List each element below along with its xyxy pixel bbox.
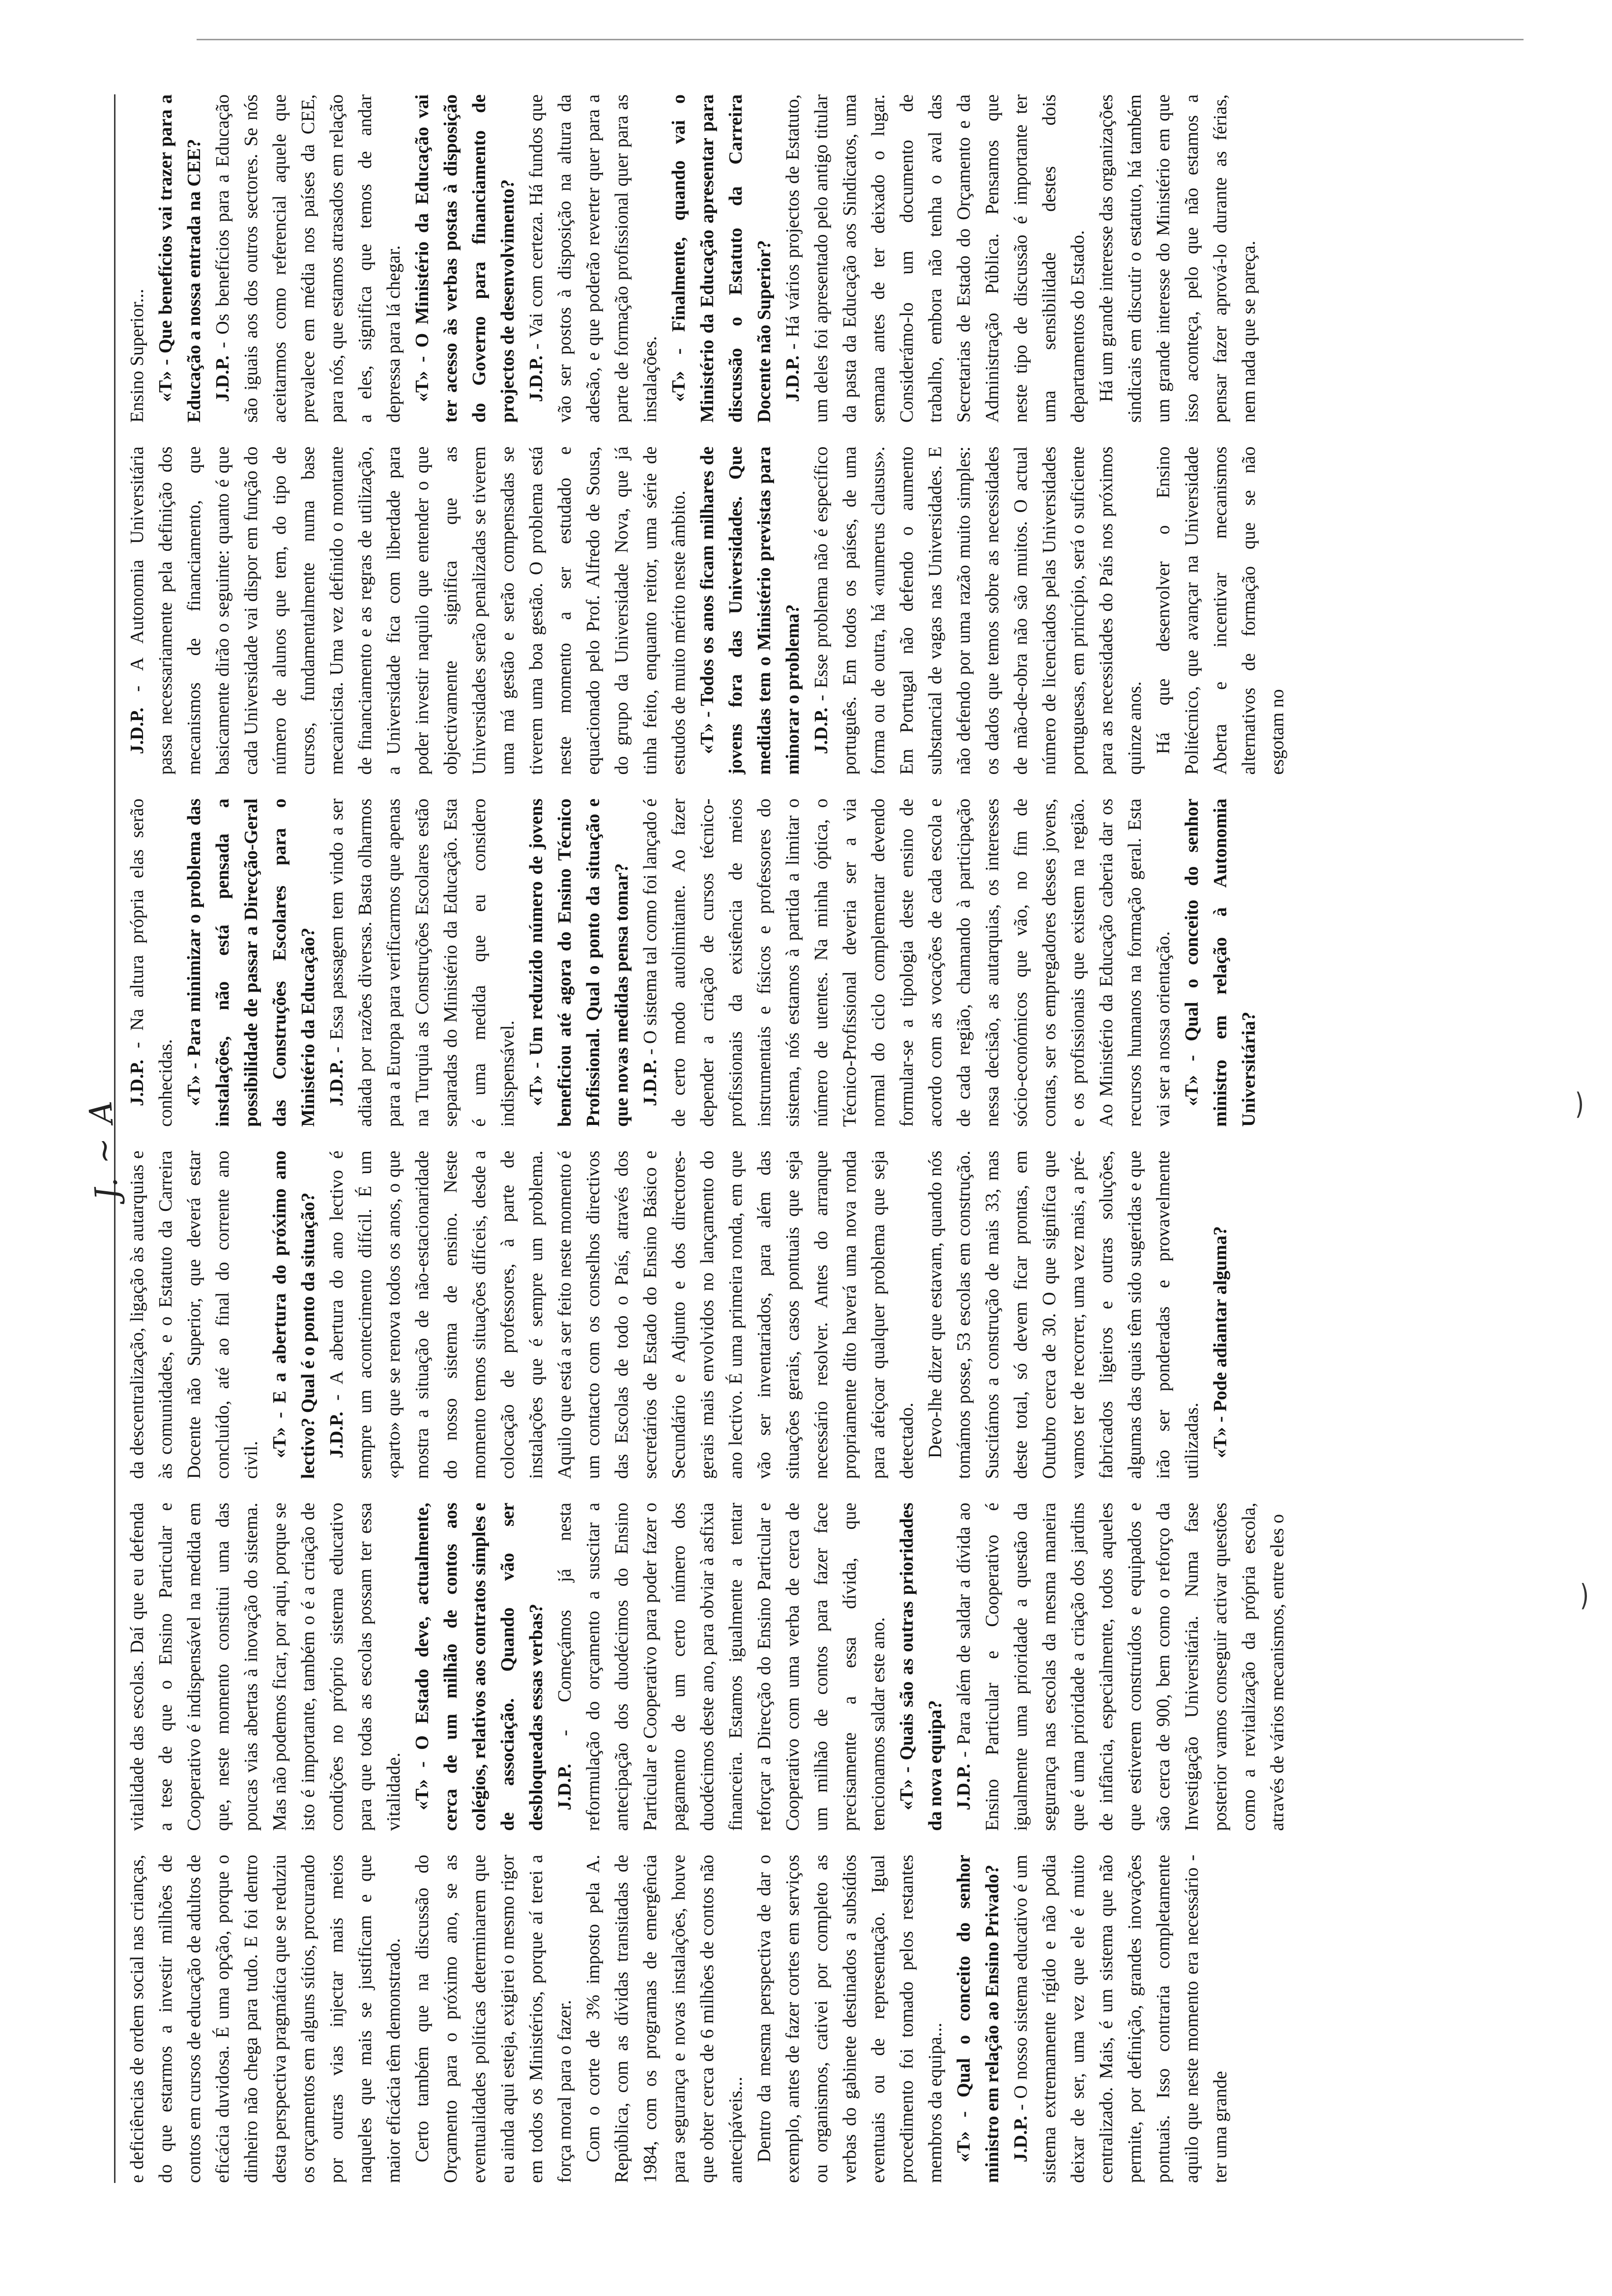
column-3: [123, 1150, 1479, 1479]
speaker-initials: J.D.P.: [326, 1411, 347, 1459]
interview-question: «T» - Quais são as outras prioridades da nova equipa?: [896, 1502, 946, 1831]
interview-question: «T» - Todos os anos ficam milhares de jovens fora das Universidades. Que medidas tem o Ministério previstas para minorar o problema?: [697, 446, 803, 775]
speaker-initials: J.D.P.: [326, 1060, 347, 1106]
speaker-initials: J.D.P.: [953, 1763, 974, 1810]
column-4: [123, 799, 1479, 1127]
body-paragraph: Ensino Superior...: [127, 288, 147, 423]
column-5: [123, 446, 1479, 775]
speaker-initials: J.D.P.: [811, 707, 832, 754]
body-paragraph: Com o corte de 3% imposto pela A. República, com as dívidas transitadas de 1984, com os programas de emergência para segurança e novas instalações, houve que obter cerca de 6 milhões de contos não antecipáveis...: [583, 1855, 746, 2183]
column-2: [123, 1503, 1479, 1831]
speaker-initials: J.D.P.: [127, 1060, 147, 1106]
answer-text: - Começámos já nesta reformulação do orçamento a suscitar a antecipação dos duodécimos do Ensino Particular e Cooperativo para poder fazer o pagamento de um certo número dos duodécimos deste ano, para obviar à asfixia financeira. Estamos igualmente a tentar reforçar a Direcção do Ensino Particular e Cooperativo com uma verba de cerca de um milhão de contos para fazer face precisamente a essa dívida, que tencionamos saldar este ano.: [554, 1502, 889, 1831]
body-paragraph: Há um grande interesse das organizações sindicais em discutir o estatuto, há também um grande interesse do Ministério em que isso aconteça, pelo que não estamos a pensar fazer aprová-lo durante as férias, nem nada que se pareça.: [1096, 94, 1259, 423]
body-paragraph: Certo também que na discussão do Orçamento para o próximo ano, se as eventualidades políticas determinarem que eu ainda aqui esteja, exigirei o mesmo rigor em todos os Ministérios, porque aí terei a força moral para o fazer.: [412, 1855, 575, 2183]
interview-answer: [950, 1503, 1292, 1831]
interview-answer: [636, 799, 1178, 1127]
answer-text: - O sistema tal como foi lançado é de certo modo autolimitante. Ao fazer depender a criação de cursos técnico-profissionais da existência de meios instrumentais e físicos e professores do sistema, nós estamos à partida a limitar o número de utentes. Na minha óptica, o Técnico-Profissional deveria ser a via normal do ciclo complementar devendo formular-se a tipologia deste ensino de acordo com as vocações de cada escola e de cada região, chamando à participação nessa decisão, as autarquias, os interesses sócio-económicos que vão, no fim de contas, ser os empregadores desses jovens, e os profissionais que existem na região. Ao Ministério da Educação caberia dar os recursos humanos na formação geral. Esta vai ser a nossa orientação.: [640, 798, 1174, 1127]
handwritten-note: J. ~ A: [82, 1098, 126, 1202]
answer-text: - Há vários projectos de Estatuto, um deles foi apresentado pelo antigo titular da pasta da Educação aos Sindicatos, uma semana antes de ter deixado o lugar. Considerámo-lo um documento de trabalho, embora não tenha o aval das Secretarias de Estado do Orçamento e da Administração Pública. Pensamos que neste tipo de discussão é importante ter uma sensibilidade destes dois departamentos do Estado.: [782, 94, 1088, 423]
interview-answer: [522, 94, 664, 423]
interview-answer: [322, 799, 522, 1127]
speaker-initials: J.D.P.: [1010, 2116, 1031, 2162]
interview-answer: [550, 1503, 892, 1831]
interview-question: «T» - Qual o conceito do senhor ministro em relação ao Ensino Privado?: [953, 1855, 1003, 2183]
interview-answer: [208, 94, 408, 423]
body-paragraph: da descentralização, ligação às autarquias e às comunidades, e o Estatuto da Carreira Docente não Superior, que deverá estar concluído, até ao final do corrente ano civil.: [127, 1150, 261, 1479]
interview-question: «T» - Que benefícios vai trazer para a Educação a nossa entrada na CEE?: [155, 94, 204, 423]
interview-answer: [123, 799, 180, 1127]
interview-answer: [1007, 1855, 1235, 2183]
interview-answer: [778, 94, 1092, 423]
body-paragraph: vitalidade das escolas. Daí que eu defenda a tese de que o Ensino Particular e Cooperativo é indispensável na medida em que, neste momento constitui uma das poucas vias abertas à inovação do sistema. Mas não podemos ficar, por aqui, porque se isto é importante, também o é a criação de condições no próprio sistema educativo para que todas as escolas possam ter essa vitalidade.: [127, 1502, 404, 1831]
interview-question: «T» - E a abertura do próximo ano lectivo? Qual é o ponto da situação?: [269, 1150, 318, 1479]
interview-answer: [123, 446, 693, 775]
speaker-initials: J.D.P.: [554, 1763, 575, 1810]
interview-question: «T» - Para minimizar o problema das instalações, não está pensada a possibilidade de passar a Direcção-Geral das Construções Escolares para o Ministério da Educação?: [184, 798, 318, 1127]
bottom-edge: [197, 39, 1524, 40]
interview-question: «T» - Pode adiantar alguma?: [1210, 1226, 1231, 1459]
answer-text: - Os benefícios para a Educação são iguais aos dos outros sectores. Se nós aceitarmos como referencial aquele que prevalece em média nos países da CEE, para nós, que estamos atrasados em relação a eles, significa que temos de andar depressa para lá chegar.: [212, 94, 404, 423]
answer-text: - A Autonomia Universitária passa necessariamente pela definição dos mecanismos de financiamento, que basicamente dirão o seguinte: quanto é que cada Universidade vai dispor em função do número de alunos que tem, do tipo de cursos, fundamentalmente numa base mecanicista. Uma vez definido o montante de financiamento e as regras de utilização, a Universidade fica com liberdade para poder investir naquilo que entender o que objectivamente significa que as Universidades serão penalizadas se tiverem uma má gestão e serão compensadas se tiverem uma boa gestão. O problema está neste momento a ser estudado e equacionado pelo Prof. Alfredo de Sousa, do grupo da Universidade Nova, que já tinha feito, enquanto reitor, uma série de estudos de muito mérito neste âmbito.: [127, 446, 689, 775]
answer-text: - O nosso sistema educativo é um sistema extremamente rígido e não podia deixar de ser, uma vez que ele é muito centralizado. Mais, é um sistema que não permite, por definição, grandes inovações pontuais. Isso contraria completamente aquilo que neste momento era necessário - ter uma grande: [1010, 1855, 1231, 2183]
interview-question: «T» - O Ministério da Educação vai ter acesso às verbas postas à disposição do Governo para financiamento de projectos de desenvolvimento?: [412, 94, 518, 423]
punch-mark-upper: ‿: [1549, 1092, 1582, 1117]
speaker-initials: J.D.P.: [526, 355, 547, 402]
answer-text: - Na altura própria elas serão conhecidas.: [127, 798, 176, 1127]
answer-text: - Vai com certeza. Há fundos que vão ser postos à disposição na altura da adesão, e que poderão reverter quer para a parte de formação profissional quer para as instalações.: [526, 94, 661, 423]
article-columns: [123, 94, 1479, 2183]
body-paragraph: Há que desenvolver o Ensino Politécnico, que avançar na Universidade Aberta e incentivar mecanismos alternativos de formação que se não esgotam no: [1153, 446, 1288, 775]
interview-question: «T» - Qual o conceito do senhor ministro em relação à Autonomia Universitária?: [1181, 798, 1259, 1127]
speaker-initials: J.D.P.: [640, 1060, 661, 1106]
speaker-initials: J.D.P.: [212, 355, 233, 402]
interview-answer: [807, 446, 1149, 775]
body-paragraph: Dentro da mesma perspectiva de dar o exemplo, antes de fazer cortes em serviços ou organismos, cativei por completo as verbas do gabinete destinados a subsídios eventuais ou de representação. Igual procedimento foi tomado pelos restantes membros da equipa...: [754, 1855, 946, 2183]
punch-mark-lower: ‿: [1554, 1584, 1586, 1608]
body-paragraph: Devo-lhe dizer que estavam, quando nós tomámos posse, 53 escolas em construção. Suscitámos a construção de mais 33, mas deste total, só devem ficar prontas, em Outubro cerca de 30. O que significa que vamos ter de recorrer, uma vez mais, a pré-fabricados ligeiros e outras soluções, algumas das quais têm sido sugeridas e que irão ser ponderadas e provavelmente utilizadas.: [925, 1150, 1202, 1479]
speaker-initials: J.D.P.: [127, 707, 147, 754]
speaker-initials: J.D.P.: [782, 355, 803, 402]
answer-text: - A abertura do ano lectivo é sempre um acontecimento difícil. É um «parto» que se renova todos os anos, o que mostra a situação de não-estacionaridade do nosso sistema de ensino. Neste momento temos situações difíceis, desde a colocação de professores, à parte de instalações que é sempre um problema. Aquilo que está a ser feito neste momento é um contacto com os conselhos directivos das Escolas de todo o País, através dos secretários de Estado do Ensino Básico e Secundário e Adjunto e dos directores-gerais mais envolvidos no lançamento do ano lectivo. É uma primeira ronda, em que vão ser inventariados, para além das situações gerais, casos pontuais que seja necessário resolver. Antes do arranque propriamente dito haverá uma nova ronda para afeiçoar qualquer problema que seja detectado.: [326, 1150, 917, 1479]
body-paragraph: e deficiências de ordem social nas crianças, do que estarmos a investir milhões de contos em cursos de educação de adultos de eficácia duvidosa. É uma opção, porque o dinheiro não chega para tudo. E foi dentro desta perspectiva pragmática que se reduziu os orçamentos em alguns sítios, procurando por outras vias injectar mais meios naqueles que mais se justificam e que maior eficácia têm demonstrado.: [127, 1855, 404, 2183]
answer-text: - Essa passagem tem vindo a ser adiada por razões diversas. Basta olharmos para a Europa para verificarmos que apenas na Turquia as Construções Escolares estão separadas do Ministério da Educação. Esta é uma medida que eu considero indispensável.: [326, 798, 518, 1127]
answer-text: - Esse problema não é específico português. Em todos os países, de uma forma ou de outra, há «numerus clausus». Em Portugal não defendo o aumento substancial de vagas nas Universidades. E não defendo por uma razão muito simples: os dados que temos sobre as necessidades de mão-de-obra não são muitos. O actual número de licenciados pelas Universidades portuguesas, em princípio, será o suficiente para as necessidades do País nos próximos quinze anos.: [811, 446, 1145, 775]
interview-answer: [322, 1150, 921, 1479]
interview-question: «T» - Um reduzido número de jovens beneficiou até agora do Ensino Técnico Profissional. Qual o ponto da situação e que novas medidas pensa tomar?: [526, 798, 632, 1127]
column-6: [123, 94, 1479, 423]
answer-text: - Para além de saldar a dívida ao Ensino Particular e Cooperativo é igualmente uma prioridade a questão da segurança nas escolas da mesma maneira que é uma prioridade a criação dos jardins de infância, especialmente, todos aqueles que estiverem construídos e equipados e são cerca de 900, bem como o reforço da Investigação Universitária. Numa fase posterior vamos conseguir activar questões como a revitalização da própria escola, através de vários mecanismos, entre eles o: [953, 1502, 1288, 1831]
interview-question: «T» - Finalmente, quando vai o Ministério da Educação apresentar para discussão o Estatuto da Carreira Docente não Superior?: [668, 94, 775, 423]
interview-question: «T» - O Estado deve, actualmente, cerca de um milhão de contos aos colégios, relativos aos contratos simples e de associação. Quando vão ser desbloqueadas essas verbas?: [412, 1502, 547, 1831]
column-1: [123, 1855, 1479, 2183]
